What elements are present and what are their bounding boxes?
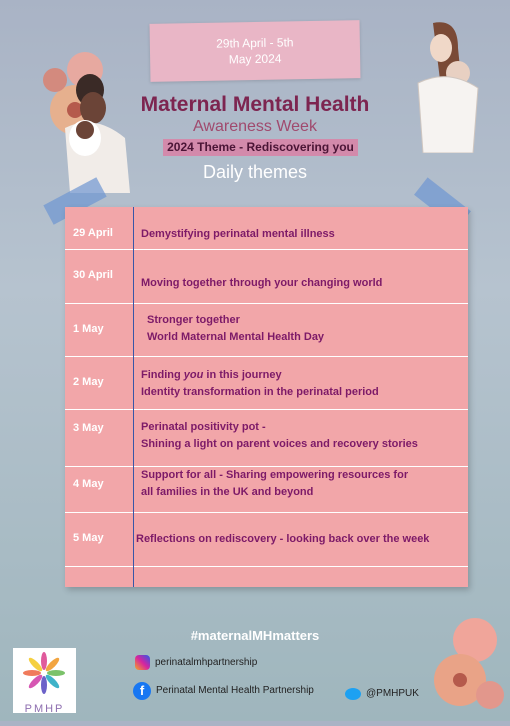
twitter-handle: @PMHPUK: [366, 688, 419, 699]
theme-label: 2024 Theme - Rediscovering you: [163, 139, 358, 156]
row-date: 2 May: [73, 376, 104, 388]
row-desc: all families in the UK and beyond: [141, 486, 314, 498]
table-row: [65, 303, 468, 356]
row-date: 3 May: [73, 422, 104, 434]
row-desc: Shining a light on parent voices and recovery stories: [141, 438, 418, 450]
row-date: 4 May: [73, 478, 104, 490]
row-date: 29 April: [73, 227, 113, 239]
table-row: [65, 207, 468, 249]
instagram-handle: perinatalmhpartnership: [155, 657, 258, 668]
table-row: [65, 356, 468, 409]
row-desc: Identity transformation in the perinatal period: [141, 386, 379, 398]
facebook-icon: f: [133, 682, 151, 700]
page-title: Maternal Mental Health: [140, 93, 370, 116]
table-row: [65, 249, 468, 303]
logo-text: PMHP: [24, 703, 65, 715]
row-desc: Reflections on rediscovery - looking back over the week: [136, 533, 430, 545]
table-row: [65, 409, 468, 466]
row-divider: [65, 566, 468, 567]
date-banner: [150, 20, 361, 82]
banner-line-1: 29th April - 5th: [216, 35, 294, 51]
row-desc: Stronger together: [147, 314, 240, 326]
table-row: [65, 512, 468, 566]
row-desc: Perinatal positivity pot -: [141, 421, 266, 433]
flower-decoration-bottom-right: [420, 600, 510, 721]
page-subtitle: Awareness Week: [193, 118, 317, 135]
themes-table: [65, 207, 468, 587]
daily-themes-heading: Daily themes: [202, 162, 308, 182]
hashtag: #maternalMHmatters: [190, 628, 320, 643]
twitter-icon: [344, 686, 362, 701]
row-desc: World Maternal Mental Health Day: [147, 331, 325, 343]
pmhp-logo: [13, 648, 76, 713]
facebook-handle: Perinatal Mental Health Partnership: [156, 685, 314, 696]
row-date: 30 April: [73, 269, 113, 281]
margin-line: [133, 207, 134, 587]
row-date: 1 May: [73, 323, 104, 335]
banner-line-2: May 2024: [228, 51, 282, 67]
table-row: [65, 466, 468, 512]
row-date: 5 May: [73, 532, 104, 544]
row-desc: Finding you in this journey: [141, 369, 282, 381]
instagram-icon: [135, 655, 150, 670]
row-desc: Demystifying perinatal mental illness: [141, 228, 335, 240]
row-desc: Moving together through your changing world: [141, 277, 383, 289]
row-desc: Support for all - Sharing empowering resources for: [141, 469, 409, 481]
